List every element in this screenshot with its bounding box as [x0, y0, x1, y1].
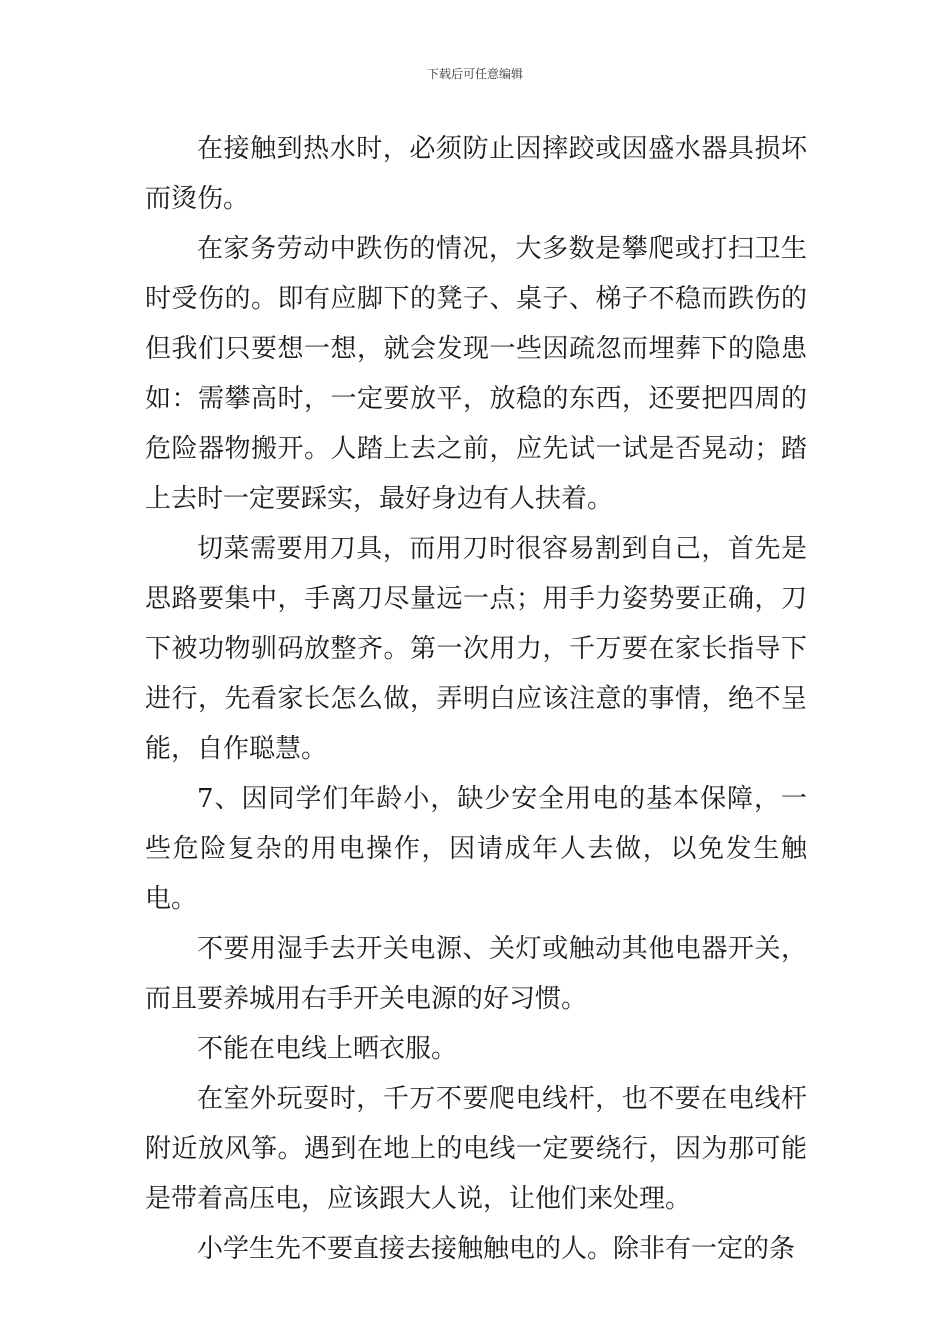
- page-header: 下载后可任意编辑: [426, 67, 523, 81]
- paragraph-housework-falls: 在家务劳动中跌伤的情况，大多数是攀爬或打扫卫生时受伤的。即有应脚下的凳子、桌子、梯子不稳而跌伤的但我们只要想一想，就会发现一些因疏忽而埋葬下的隐患如：需攀高时，一定要放平，放稳的东西，还要把四周的危险器物搬开。人踏上去之前，应先试一试是否晃动；踏上去时一定要踩实，最好身边有人扶着。: [145, 234, 807, 514]
- paragraph-electrocuted-person: 小学生先不要直接去接触触电的人。除非有一定的条: [197, 1234, 796, 1264]
- paragraph-wet-hands: 不要用湿手去开关电源、关灯或触动其他电器开关，而且要养城用右手开关电源的好习惯。: [145, 934, 807, 1014]
- paragraph-hot-water: 在接触到热水时，必须防止因摔跤或因盛水器具损坏而烫伤。: [145, 134, 807, 214]
- paragraph-electricity-intro: 7、因同学们年龄小，缺少安全用电的基本保障，一些危险复杂的用电操作，因请成年人去做，以免发生触电。: [145, 784, 807, 914]
- paragraph-outdoor-wires: 在室外玩耍时，千万不要爬电线杆，也不要在电线杆附近放风筝。遇到在地上的电线一定要绕行，因为那可能是带着高压电，应该跟大人说，让他们来处理。: [145, 1084, 807, 1214]
- document-body: [145, 124, 807, 1274]
- paragraph-drying-clothes: 不能在电线上晒衣服。: [197, 1034, 458, 1064]
- paragraph-knife-safety: 切菜需要用刀具，而用刀时很容易割到自己，首先是思路要集中，手离刀尽量远一点；用手力姿势要正确，刀下被功物驯码放整齐。第一次用力，千万要在家长指导下进行，先看家长怎么做，弄明白应该注意的事情，绝不呈能，自作聪慧。: [145, 534, 807, 764]
